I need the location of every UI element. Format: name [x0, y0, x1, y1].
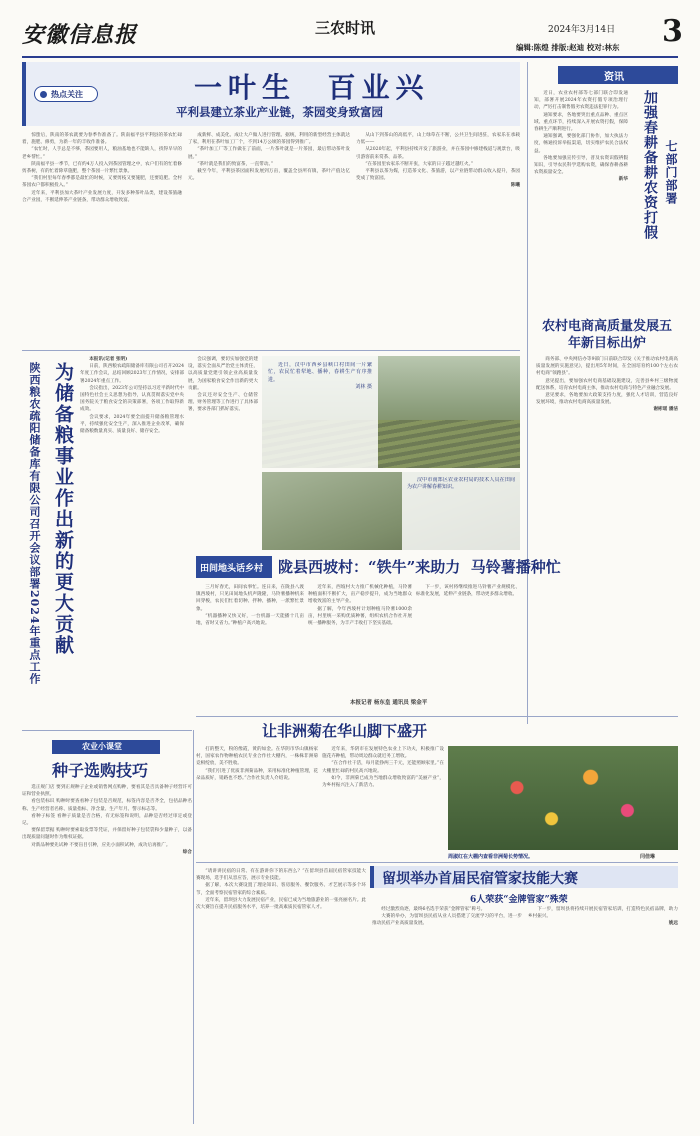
tips-byline: 综合 — [182, 849, 192, 855]
news-vheadline: 加强春耕备耕农资打假 — [642, 90, 658, 240]
village-p3: 近年来，西坡村大力推广机械化种植，马铃薯种植面积不断扩大，亩产稳步提升，成为当地群众增收致富的主导产业。 — [308, 585, 412, 605]
hot-banner — [22, 62, 520, 126]
homestay-headline-bar — [370, 866, 678, 888]
chrysanthemum-divider — [196, 716, 678, 717]
section-title: 三农时讯 — [315, 19, 376, 37]
ecommerce-headline: 农村电商高质量发展五年新目标出炉 — [541, 319, 672, 351]
second-photo — [262, 472, 520, 550]
grain-p4: 会议强调，要切实加强党的建设，落实全面从严治党主体责任，以高质量党建引领企业高质量发展，为国家粮食安全作出新的更大贡献。 — [188, 357, 258, 391]
homestay-p5: 大赛的举办，为留坝县民宿从业人员搭建了交流学习的平台，进一步推动民宿产业高质量发展。 — [372, 914, 522, 927]
hot-col3-p1: 从山下到茶山的高低平，山上绿草在不断，公共卫生间进驻，农家乐在承载力低—— — [356, 133, 520, 146]
hot-col3-p2: 从2020年起，平利县持续开发了旅游业，并在茶园中修建栈道与观景台，吸引游客前来赏茶、品茶。 — [356, 147, 520, 160]
grain-vheadline: 为储备粮事业作出新的更大贡献 — [52, 362, 74, 656]
village-p1: 三月好春光，田间农事忙。连日来，在陇县八渡镇西坡村，只见田间地头机声隆隆，马铃薯播种机来回穿梭，农民们忙着切种、拌种、播种，一派繁忙景象。 — [196, 585, 304, 612]
grain-text-col-a — [80, 356, 184, 724]
hot-byline: 陈曦 — [510, 183, 520, 189]
homestay-subhead: 6人荣获“金牌管家”殊荣 — [470, 895, 568, 905]
homestay-col-3 — [528, 906, 678, 1124]
tips-text — [22, 784, 192, 1124]
ecommerce-p1: 商务部、中央网信办等9部门日前联合印发《关于推动农村电商高质量发展的实施意见》，提出用5年时间，在全国培育约100个左右农村电商“领跑县”。 — [536, 357, 678, 377]
hot-col2-p2: “茶叶加工厂等工作做在了前面，一片茶叶就是一片茶园，最后带动茶叶发展。” — [188, 147, 350, 160]
ecommerce-p3: 意见要求，各地要加大政策支持力度，强化人才培训，营造良好发展环境，推动农村电商高质量发展。 — [536, 393, 678, 406]
tips-p1: 选正规门店 要到正规种子企业或销售网点购种，要看其是否具备种子经营许可证和营业执照。 — [22, 785, 192, 798]
hot-dot-icon — [40, 91, 47, 98]
hot-tag — [34, 86, 98, 102]
homestay-headline: 留坝举办首届民宿管家技能大赛 — [382, 871, 578, 887]
news-p2: 通知要求，各地要突出重点品种、重点区域、重点环节，持续深入开展农资打假，保障春耕生产顺利进行。 — [534, 112, 628, 133]
hot-col-2 — [188, 132, 350, 346]
homestay-divider — [196, 862, 678, 863]
second-photo-caption: 汉中市南郑区农业农村局的技术人员在田间为农户讲解春耕知识。 — [407, 477, 515, 491]
homestay-col-2 — [372, 906, 522, 1124]
flower-photo-caption: 周淑红在大棚内查看非洲菊长势情况。 — [448, 854, 534, 860]
issue-date: 2024年3月14日 — [548, 25, 616, 35]
homestay-col-1 — [196, 868, 366, 1124]
news-p3: 通知强调，要强化部门协作，加大执法力度，畅通投诉举报渠道，切实维护农民合法权益。 — [534, 134, 628, 154]
village-col-1 — [196, 584, 304, 694]
tips-tag-label: 农业小课堂 — [82, 741, 122, 751]
ecommerce-byline: 谢彬瑶 潘洁 — [653, 407, 678, 413]
homestay-p3: 近年来，留坝县大力发展民宿产业，民宿已成为当地旅游业的一张亮丽名片。此次大赛旨在提升民宿服务水平，培养一批高素质民宿管家人才。 — [196, 897, 366, 911]
grain-p1: 日前，陕西粮农疏阳储备库有限公司召开2024年度工作会议，总结回顾2023年工作情况，安排部署2024年重点工作。 — [80, 364, 184, 384]
hot-headline: 一叶生 百业兴 — [194, 71, 430, 104]
village-byline: 本报记者 杨东皇 通讯员 梁金平 — [350, 700, 428, 706]
hot-col1-p4: “我们村里每年春季都是最忙的时候，又要剪枝又要施肥，还要追肥。全村茶园农户都积极投入。” — [22, 176, 182, 189]
news-tag — [558, 66, 678, 84]
farm-photo-caption-box — [262, 356, 378, 468]
grain-vsubhead: 陕西粮农疏阳储备库有限公司召开会议部署2024年重点工作 — [28, 362, 41, 685]
flower-photo — [448, 746, 678, 850]
tips-title: 种子选购技巧 — [52, 761, 149, 780]
hot-col2-p4: 截至今年，平利县茶园面积发展到万亩，覆盖全县所有镇，茶叶产值达亿元。 — [188, 169, 350, 182]
second-photo-caption-box — [402, 472, 520, 550]
news-column-divider — [527, 62, 528, 724]
hot-tag-label: 热点关注 — [51, 89, 83, 99]
tips-p4: 要保留票据 购种时要索取发票等凭证，并保留好种子包装袋和少量种子，以备出现质量问题时作为维权证据。 — [22, 828, 192, 841]
hot-col3-p4: 平利县以茶为媒，打造茶文化、茶旅游，以产业链带动群众收入提升，茶园变成了致富园。 — [356, 169, 520, 182]
homestay-p4: 经过激烈角逐，最终6名选手荣获“金牌管家”称号。 — [381, 907, 486, 912]
news-byline1: 新华 — [618, 177, 628, 183]
chrysanthemum-col-1 — [196, 746, 318, 864]
hot-col-1 — [22, 132, 182, 346]
village-col-3 — [416, 584, 520, 694]
hot-col2-p3: “茶叶就是我们的致富茶，一直带动。” — [197, 161, 274, 167]
village-tag — [196, 556, 272, 578]
news-col-text — [534, 90, 628, 310]
village-headline: 陇县西坡村：“铁牛”来助力 马铃薯播种忙 — [278, 558, 561, 576]
news-tag-label: 资讯 — [604, 72, 624, 83]
hot-col3-p3: “在茶园里农家乐不断开张，大家的日子越过越红火。” — [365, 161, 474, 167]
chrysanthemum-headline: 让非洲菊在华山脚下盛开 — [262, 722, 428, 740]
homestay-p6: 下一步，留坝县将持续开展民宿管家培训，打造特色民宿品牌，助力乡村振兴。 — [528, 907, 678, 920]
hot-col1-p1: 惊蛰后，陕南的茶农就要为春季作准备了。陕南福平县平利县的茶农忙碌着，施肥、修剪，为新一年的丰收作准备。 — [22, 133, 182, 146]
chrysanthemum-p1: 打的整天，粉的像霞，黄的如金。在华阴市华山镇杨家村，国家农作物种植农民专业合作社大棚内，一株株非洲菊竞相绽放，美不胜收。 — [196, 747, 318, 767]
homestay-p2: 据了解，本次大赛设置了理论知识、客房服务、餐饮服务、才艺展示等多个环节，全面考察民宿管家的综合素质。 — [196, 883, 366, 896]
chrysanthemum-p4: “在合作社干活，每月能挣两三千元，还能照顾家里。”在大棚里忙碌的村民高兴地说。 — [322, 761, 444, 774]
hot-col1-p2: “农忙时，人手总是不够，茶园要用人，粮油基地也不能缺人，找得早早的老乡帮忙。” — [22, 147, 182, 160]
news-p1: 近日，农业农村部等七部门联合印发通知，部署开展2024年农资打假专项治理行动，严厉打击制售假劣农资违法犯罪行为。 — [534, 91, 628, 111]
farm-photo-credit: 刘林 摄 — [355, 384, 372, 391]
tips-p3: 看种子标签 看种子质量是否合格，有无标签和说明，品种是否经过审定或登记。 — [22, 813, 192, 827]
tips-tag — [52, 740, 160, 754]
editor-credits: 编辑:陈煌 排版:赵迪 校对:林东 — [516, 43, 620, 52]
chrysanthemum-col-2 — [322, 746, 444, 864]
homestay-byline: 姚远 — [668, 921, 678, 927]
chrysanthemum-p3: 近年来，华阴市在发展特色农业上下功夫，积极推广设施花卉种植，带动周边群众就近务工增收。 — [322, 747, 444, 760]
village-p4: 据了解，今年西坡村计划种植马铃薯1000余亩，村里统一采购优质种薯，组织农机合作社开展统一播种服务，为丰产丰收打下坚实基础。 — [308, 606, 412, 627]
ecommerce-p2: 意见提出，要加强农村电商基础设施建设，完善县乡村三级物流配送体系，培育农村电商主体，推动农村电商与特色产业融合发展。 — [536, 378, 678, 391]
tips-p5: 对新品种要先试种 不要盲目引种，应先小面积试种，成功后再推广。 — [31, 842, 171, 848]
hot-subheadline: 平利县建立茶业产业链，茶园变身致富园 — [176, 105, 383, 119]
grain-p3: 会议要求，2024年要全面提升储备粮管理水平，持续强化安全生产，深入推进企业改革，确保储备粮数量真实、质量良好、储存安全。 — [80, 414, 184, 435]
hot-col-3 — [356, 132, 520, 346]
newspaper-logo: 安徽信息报 — [22, 22, 138, 48]
village-col-2 — [308, 584, 412, 694]
village-tag-label: 田间地头话乡村 — [200, 564, 264, 574]
hot-col1-p5: 近年来，平利县加大茶叶产业发展力度，开发多种茶叶品类，建设茶旅融合产业园，不断延伸茶产业链条，带动群众增收致富。 — [22, 190, 182, 203]
masthead-rule — [22, 56, 678, 58]
grain-p5: 会议还对安全生产、仓储管理、财务管理等工作进行了具体部署，要求各部门抓好落实。 — [188, 393, 258, 413]
village-p5: 下一步，该村将继续推进马铃薯产业规模化、标准化发展，延伸产业链条，带动更多群众增收。 — [416, 585, 520, 598]
news-p4: 各地要加强宣传引导，普及农资识假辨假知识，引导农民科学选购农资，确保春耕备耕农资质量安全。 — [534, 155, 628, 176]
farm-photo — [262, 356, 520, 468]
chrysanthemum-p2: “我们引进了优质非洲菊品种，采用标准化种植管理，花朵品质好，销路也不愁。”合作社负责人介绍说。 — [196, 768, 318, 781]
village-p2: “机器播种又快又好，一台机器一天能播十几亩地，省时又省力。”种植户高兴地说。 — [196, 613, 304, 627]
tips-p2: 看包装标识 购种时要查看种子包装是否规范，标签内容是否齐全，包括品种名称、生产经营者名称、质量指标、净含量、生产年月、警示标志等。 — [22, 799, 192, 812]
grain-divider — [22, 350, 520, 351]
hot-col2-p1: 成新鲜、成美化、成让大户做人进行管理。据统，利用的新型经营主体就达了家，利用在茶叶加工厂个，不到14万公顷的茶园得到推广。 — [188, 133, 350, 146]
homestay-p1: “请讲讲民宿的日常、有在游讲你下的东西么？”在留坝县首届民宿管家技能大赛现场，选手们从容应答，展示专业技能。 — [196, 869, 366, 882]
farm-photo-caption: 近日，汉中市西乡县峡口村田间一片繁忙，农民忙着犁地、播种，春耕生产有序推进。 — [268, 362, 372, 383]
hot-col1-p3: 陕南福平县一季节，已有约4万人投入到茶园管理之中，农户们有的忙着修剪茶树，有的忙着除草施肥，整个茶园一片繁忙景象。 — [22, 161, 182, 175]
masthead — [0, 0, 700, 66]
chrysanthemum-byline: 闫佳琳 — [640, 854, 656, 860]
news-vsubhead: 七部门部署 — [664, 140, 678, 205]
page-number: 3 — [662, 14, 683, 49]
chrysanthemum-p5: 如今，非洲菊已成为当地群众增收致富的“美丽产业”，为乡村振兴注入了新活力。 — [322, 775, 444, 789]
left-column-divider — [193, 730, 194, 1124]
ecommerce-text — [536, 356, 678, 476]
grain-reporter: 本报讯(记者 张明) — [89, 357, 128, 362]
grain-p2: 会议指出，2023年公司坚持以习近平新时代中国特色社会主义思想为指导，认真贯彻落实党中央国务院关于粮食安全的决策部署，各项工作取得新成效。 — [80, 385, 184, 413]
tips-divider — [22, 730, 192, 731]
